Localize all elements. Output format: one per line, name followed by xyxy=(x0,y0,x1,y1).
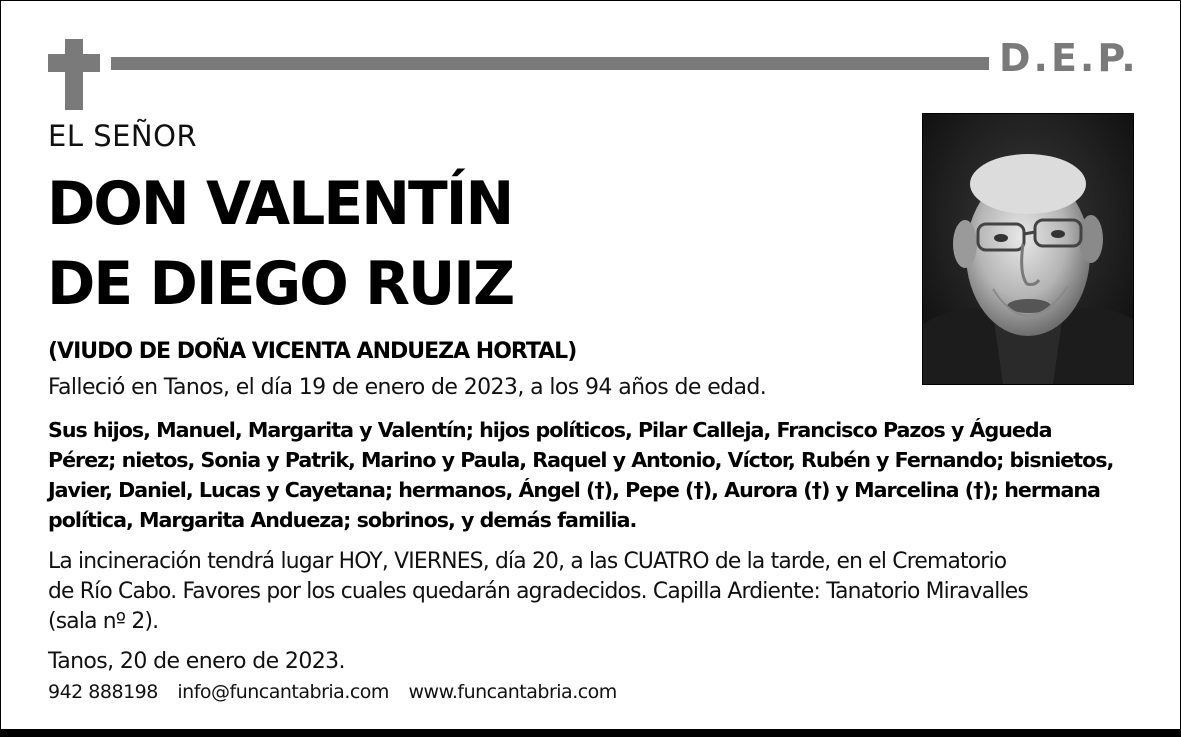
family-line: Pérez; nietos, Sonia y Patrik, Marino y Paula, Raquel y Antonio, Víctor, Rubén y Fernando; bisnietos, xyxy=(48,448,1114,472)
honorific: EL SEÑOR xyxy=(48,119,198,153)
ceremony-line: de Río Cabo. Favores por los cuales quedarán agradecidos. Capilla Ardiente: Tanatorio Miravalles xyxy=(48,579,1028,604)
ceremony-line: (sala nº 2). xyxy=(48,609,159,634)
ceremony-details xyxy=(48,547,1158,637)
ceremony-line: La incineración tendrá lugar HOY, VIERNES, día 20, a las CUATRO de la tarde, en el Crematorio xyxy=(48,549,1007,574)
family-line: Javier, Daniel, Lucas y Cayetana; hermanos, Ángel (†), Pepe (†), Aurora (†) y Marcelina (†); hermana xyxy=(48,478,1100,502)
dep-badge: D.E.P. xyxy=(999,36,1139,80)
portrait-photo xyxy=(922,113,1134,385)
contact-line xyxy=(48,677,631,707)
family-line: política, Margarita Andueza; sobrinos, y demás familia. xyxy=(48,508,637,532)
deceased-name-line2: DE DIEGO RUIZ xyxy=(47,249,514,319)
header-rule xyxy=(111,57,989,70)
email-address: info@funcantabria.com xyxy=(177,681,389,703)
deceased-name-line1: DON VALENTÍN xyxy=(47,169,513,239)
website-url: www.funcantabria.com xyxy=(408,681,617,703)
place-date: Tanos, 20 de enero de 2023. xyxy=(48,649,345,674)
widower-note: (VIUDO DE DOÑA VICENTA ANDUEZA HORTAL) xyxy=(48,339,577,364)
phone-number: 942 888198 xyxy=(48,681,158,703)
family-line: Sus hijos, Manuel, Margarita y Valentín; hijos políticos, Pilar Calleja, Francisco Pazos y Águeda xyxy=(48,418,1052,442)
death-notice: Falleció en Tanos, el día 19 de enero de 2023, a los 94 años de edad. xyxy=(48,375,767,400)
family-list xyxy=(48,415,1158,535)
